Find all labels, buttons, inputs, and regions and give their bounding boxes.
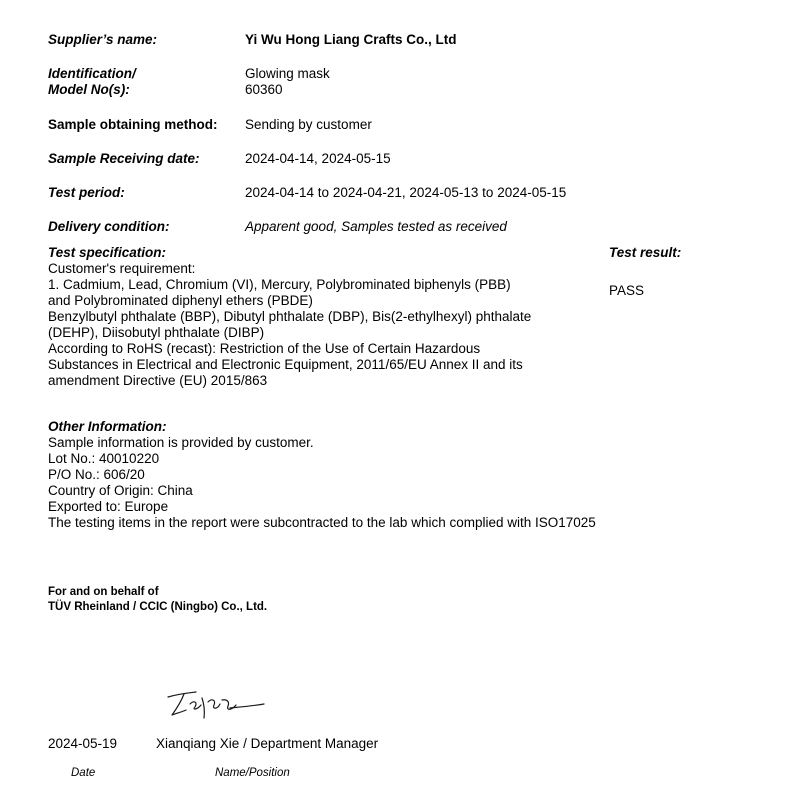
sample-method-value: Sending by customer [245, 117, 372, 132]
delivery-value: Apparent good, Samples tested as received [245, 219, 507, 234]
test-period-value: 2024-04-14 to 2024-04-21, 2024-05-13 to 2024-05-15 [245, 185, 567, 200]
test-spec-line: Benzylbutyl phthalate (BBP), Dibutyl phthalate (DBP), Bis(2-ethylhexyl) phthalate [48, 309, 532, 324]
identification-label-line1: Identification/ [48, 66, 136, 81]
date-caption: Date [71, 767, 96, 779]
receiving-date-label: Sample Receiving date: [48, 151, 200, 166]
behalf-line1: For and on behalf of [48, 586, 159, 598]
test-spec-line: amendment Directive (EU) 2015/863 [48, 373, 268, 388]
test-result-heading: Test result: [609, 245, 682, 260]
identification-value-line1: Glowing mask [245, 66, 330, 81]
identification-label-line2: Model No(s): [48, 82, 130, 97]
identification-value [245, 66, 330, 98]
behalf-block [48, 585, 267, 615]
signature-date: 2024-05-19 [48, 736, 118, 751]
other-info-line: Sample information is provided by customer. [48, 435, 314, 450]
test-spec-line: Substances in Electrical and Electronic Equipment, 2011/65/EU Annex II and its [48, 357, 523, 372]
other-info-line: Exported to: Europe [48, 499, 169, 514]
test-spec-section [48, 245, 531, 389]
other-info-heading: Other Information: [48, 419, 167, 434]
test-spec-line: (DEHP), Diisobutyl phthalate (DIBP) [48, 325, 265, 340]
handwritten-signature [164, 688, 268, 722]
identification-label [48, 66, 136, 98]
test-spec-line: Customer's requirement: [48, 261, 196, 276]
test-result-value: PASS [609, 283, 645, 298]
other-info-section [48, 419, 596, 531]
behalf-line2: TÜV Rheinland / CCIC (Ningbo) Co., Ltd. [48, 601, 268, 613]
other-info-line: Lot No.: 40010220 [48, 451, 160, 466]
test-spec-line: 1. Cadmium, Lead, Chromium (VI), Mercury, Polybrominated biphenyls (PBB) [48, 277, 511, 292]
signature-name: Xianqiang Xie / Department Manager [156, 736, 379, 751]
other-info-line: P/O No.: 606/20 [48, 467, 145, 482]
identification-value-line2: 60360 [245, 82, 283, 97]
test-spec-line: According to RoHS (recast): Restriction of the Use of Certain Hazardous [48, 341, 481, 356]
supplier-label: Supplier’s name: [48, 32, 158, 47]
other-info-line: The testing items in the report were subcontracted to the lab which complied with ISO17025 [48, 515, 596, 530]
name-position-caption: Name/Position [215, 767, 290, 779]
test-period-label: Test period: [48, 185, 125, 200]
test-spec-heading: Test specification: [48, 245, 167, 260]
other-info-line: Country of Origin: China [48, 483, 193, 498]
supplier-value: Yi Wu Hong Liang Crafts Co., Ltd [245, 32, 457, 47]
test-spec-line: and Polybrominated diphenyl ethers (PBDE) [48, 293, 313, 308]
receiving-date-value: 2024-04-14, 2024-05-15 [245, 151, 391, 166]
sample-method-label: Sample obtaining method: [48, 117, 218, 132]
delivery-label: Delivery condition: [48, 219, 170, 234]
